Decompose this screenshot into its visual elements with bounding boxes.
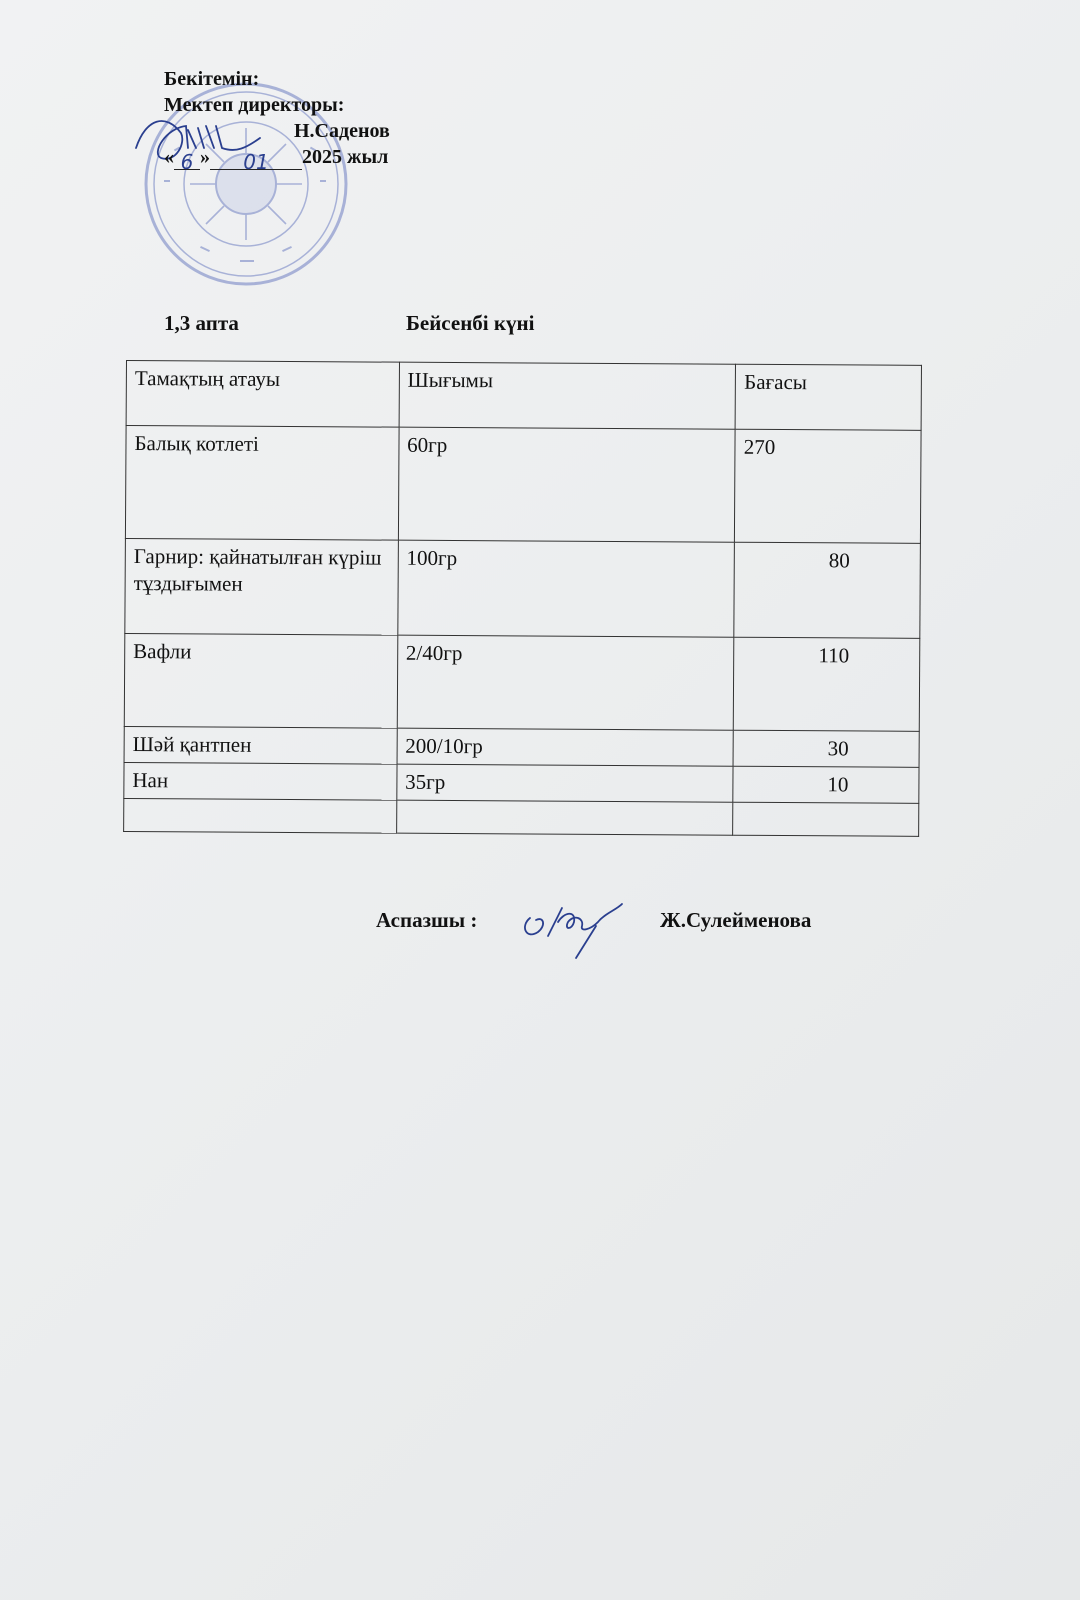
dish-price: 270 xyxy=(735,429,921,543)
cook-name: Ж.Сулейменова xyxy=(660,908,812,932)
dish-name: Нан xyxy=(124,762,397,800)
approval-date xyxy=(164,144,390,174)
table-row xyxy=(125,538,921,638)
dish-yield xyxy=(396,800,733,835)
table-row xyxy=(124,762,919,803)
column-header-price: Бағасы xyxy=(735,364,921,430)
table-row xyxy=(124,726,919,767)
dish-yield: 60гр xyxy=(398,427,735,542)
date-day: 6 xyxy=(180,150,194,174)
approval-block xyxy=(164,66,390,174)
column-header-name: Тамақтың атауы xyxy=(126,361,399,428)
dish-price xyxy=(733,802,919,836)
table-row-empty xyxy=(124,798,919,836)
table-header-row xyxy=(126,361,921,431)
date-open-quote: « xyxy=(164,146,174,168)
dish-yield: 200/10гр xyxy=(397,728,734,766)
dish-price: 110 xyxy=(734,637,920,731)
cook-label: Аспазшы : xyxy=(376,908,478,932)
day-label: Бейсенбі күні xyxy=(406,311,535,335)
dish-yield: 2/40гр xyxy=(397,635,734,730)
date-day-blank xyxy=(174,149,200,174)
dish-price: 10 xyxy=(733,766,919,803)
dish-name xyxy=(124,798,397,833)
approval-title: Бекітемін: xyxy=(164,68,260,90)
cook-signature xyxy=(518,896,630,966)
approval-position: Мектеп директоры: xyxy=(164,94,345,116)
column-header-yield: Шығымы xyxy=(399,362,736,429)
director-name: Н.Саденов xyxy=(294,120,390,142)
dish-name: Гарнир: қайнатылған күріш тұздығымен xyxy=(125,538,398,635)
director-name-line xyxy=(164,118,390,144)
date-close-quote: » xyxy=(200,146,210,168)
week-label: 1,3 апта xyxy=(164,311,239,335)
date-month-blank xyxy=(210,149,302,174)
menu-table xyxy=(123,360,922,837)
dish-name: Балық котлеті xyxy=(125,426,398,541)
dish-price: 30 xyxy=(733,730,919,767)
dish-yield: 35гр xyxy=(397,764,734,802)
date-month: 01 xyxy=(243,150,269,174)
dish-name: Шәй қантпен xyxy=(124,726,397,764)
dish-price: 80 xyxy=(734,542,920,638)
dish-yield: 100гр xyxy=(398,540,735,637)
date-year: 2025 жыл xyxy=(302,146,389,168)
table-row xyxy=(125,426,921,544)
table-row xyxy=(124,633,920,731)
dish-name: Вафли xyxy=(124,633,397,728)
